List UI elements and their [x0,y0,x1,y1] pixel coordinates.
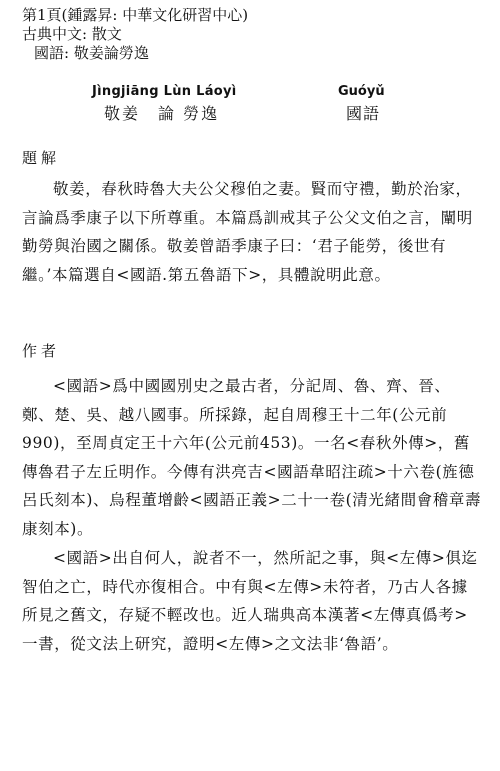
author-paragraph-2 [22,544,482,658]
intro-paragraph [22,175,482,289]
author-paragraph-1 [22,372,482,543]
author-heading: 作者 [22,342,61,360]
source-title-line: 國語: 敬姜論勞逸 [34,44,149,62]
category-line: 古典中文: 散文 [22,25,122,43]
page-header: 第1頁(鍾露昇: 中華文化研習中心) [22,6,249,24]
source-pinyin: Guóyǔ [338,84,385,99]
intro-heading: 題解 [22,149,61,167]
source-chinese: 國語 [346,104,381,123]
intro-text: 敬姜，春秋時魯大夫公父穆伯之妻。賢而守禮，勤於治家，言論爲季康子以下所尊重。本篇爲訓戒其子公父文伯之言，闡明勤勞與治國之關係。敬姜曾語季康子曰：‘君子能勞，後世有繼。’本篇選自<國語.第五魯語下>，具體說明此意。 [22,180,473,284]
title-pinyin: Jìngjiāng Lùn Láoyì [92,84,237,99]
title-chinese: 敬姜 論 勞逸 [104,104,220,123]
author-text-2: <國語>出自何人，說者不一，然所記之事，與<左傳>俱迄智伯之亡，時代亦復相合。中有與<左傳>未符者，乃古人各據所見之舊文，存疑不輕改也。近人瑞典高本漢著<左傳真僞考>一書，從文法上研究，證明<左傳>之文法非‘魯語’。 [22,549,478,653]
author-text-1: <國語>爲中國國別史之最古者，分記周、魯、齊、晉、鄭、楚、吳、越八國事。所採錄，起自周穆王十二年(公元前990)，至周貞定王十六年(公元前453)。一名<春秋外傳>，舊傳魯君子左丘明作。今傳有洪亮吉<國語韋昭注疏>十六卷(旌德呂氏刻本)、烏程董增齡<國語正義>二十一卷(清光緒間會稽章壽康刻本)。 [22,377,482,538]
